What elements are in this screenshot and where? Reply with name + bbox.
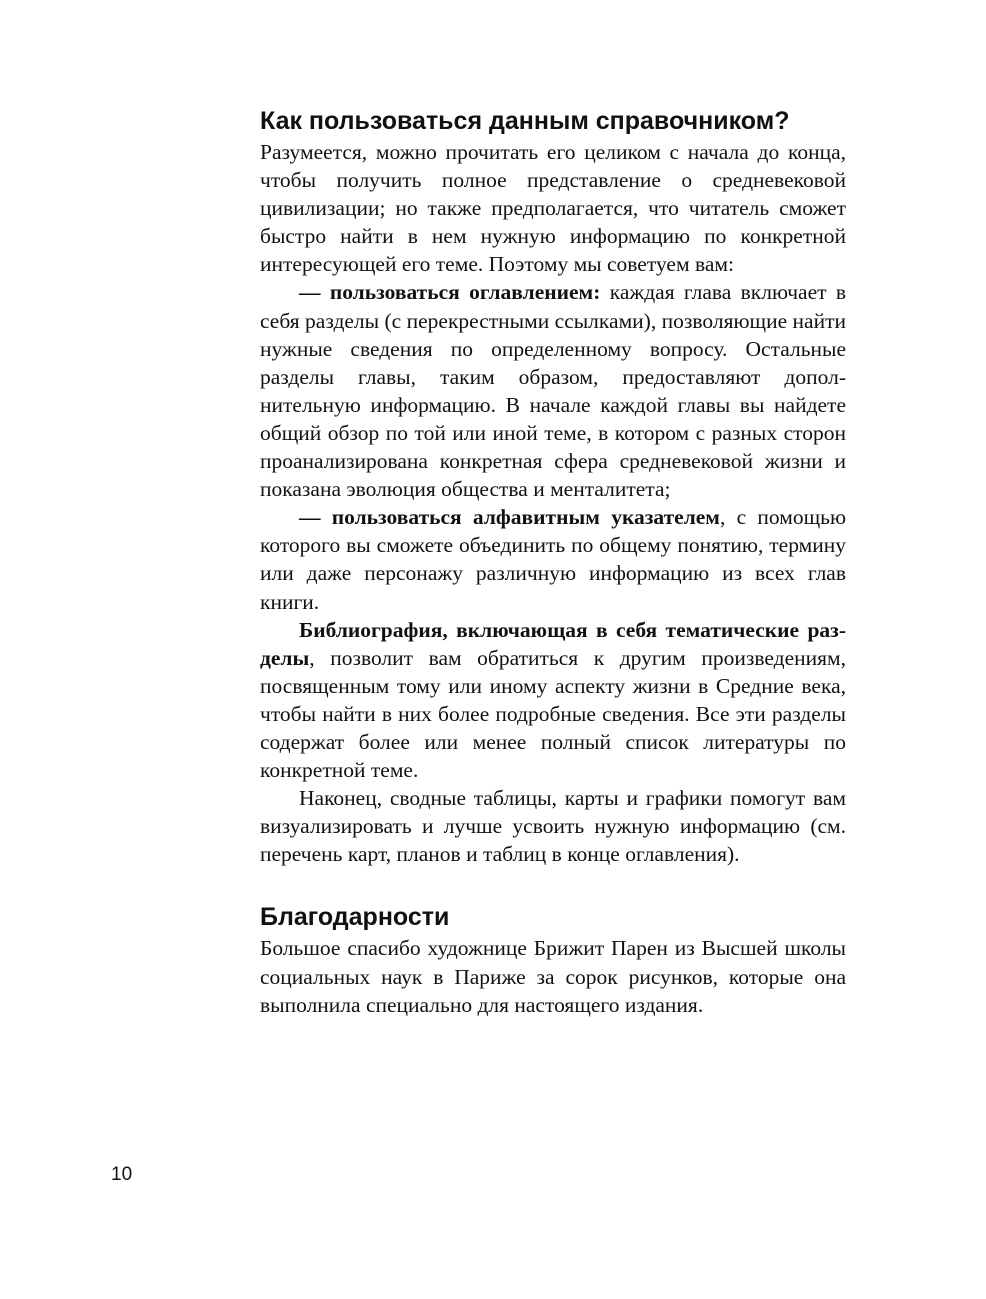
paragraph-text: , с помощью которого вы сможете объединить по общему понятию, термину или даже персонажу различную информацию из всех глав книги. — [260, 505, 847, 614]
paragraph-text: каждая глава включает в себя разделы (с перекрестными ссылками), позволяющие найти нужные сведения по определенному вопросу. Остальные разделы главы, таким образом, предоставляют дополнительную информацию. В начале каждой главы вы найдете общий обзор по той или иной теме, в котором с разных сторон проанализирована конкретная сфера средневековой жизни и показана эволюция общества и менталитета; — [260, 280, 846, 502]
section-spacer — [260, 868, 846, 900]
bold-phrase-toc: — пользоваться оглавлением: — [299, 280, 601, 305]
page-text-column — [260, 104, 846, 1019]
paragraph-table-of-contents — [260, 278, 846, 503]
paragraph-acknowledgements: Большое спасибо художнице Брижит Парен из Высшей школы социальных наук в Париже за сорок рисунков, которые она выполнила специально для настоящего издания. — [260, 936, 846, 1017]
paragraph-text: , позволит вам обратиться к другим произведениям, посвященным тому или иному аспекту жизни в Средние века, чтобы найти в них более подробные сведения. Все эти разделы содержат более или менее полный список литературы по конкретной теме. — [260, 645, 846, 783]
paragraph-tables-maps: Наконец, сводные таблицы, карты и графики помогут вам визуализировать и лучше усвоить нужную информацию (см. перечень карт, планов и таблиц в конце оглавления). — [260, 786, 846, 867]
paragraph-bibliography — [260, 616, 846, 785]
paragraph-index — [260, 503, 846, 615]
page-number: 10 — [111, 1164, 133, 1185]
bold-phrase-bibliography: Библиография, включающая в себя тематические разделы — [260, 617, 846, 670]
bold-phrase-index: — пользоваться алфавитным указателем — [299, 505, 720, 530]
section-heading-how-to-use: Как пользоваться данным справочником? — [260, 107, 790, 135]
paragraph-intro: Разумеется, можно прочитать его целиком с начала до конца, чтобы получить полное представление о средневековой цивилизации; но также предполагается, что читатель сможет быстро найти в нем нужную информацию по конкретной интересующей его теме. Поэтому мы советуем вам: — [260, 140, 846, 277]
section-heading-acknowledgements: Благодарности — [260, 903, 450, 932]
